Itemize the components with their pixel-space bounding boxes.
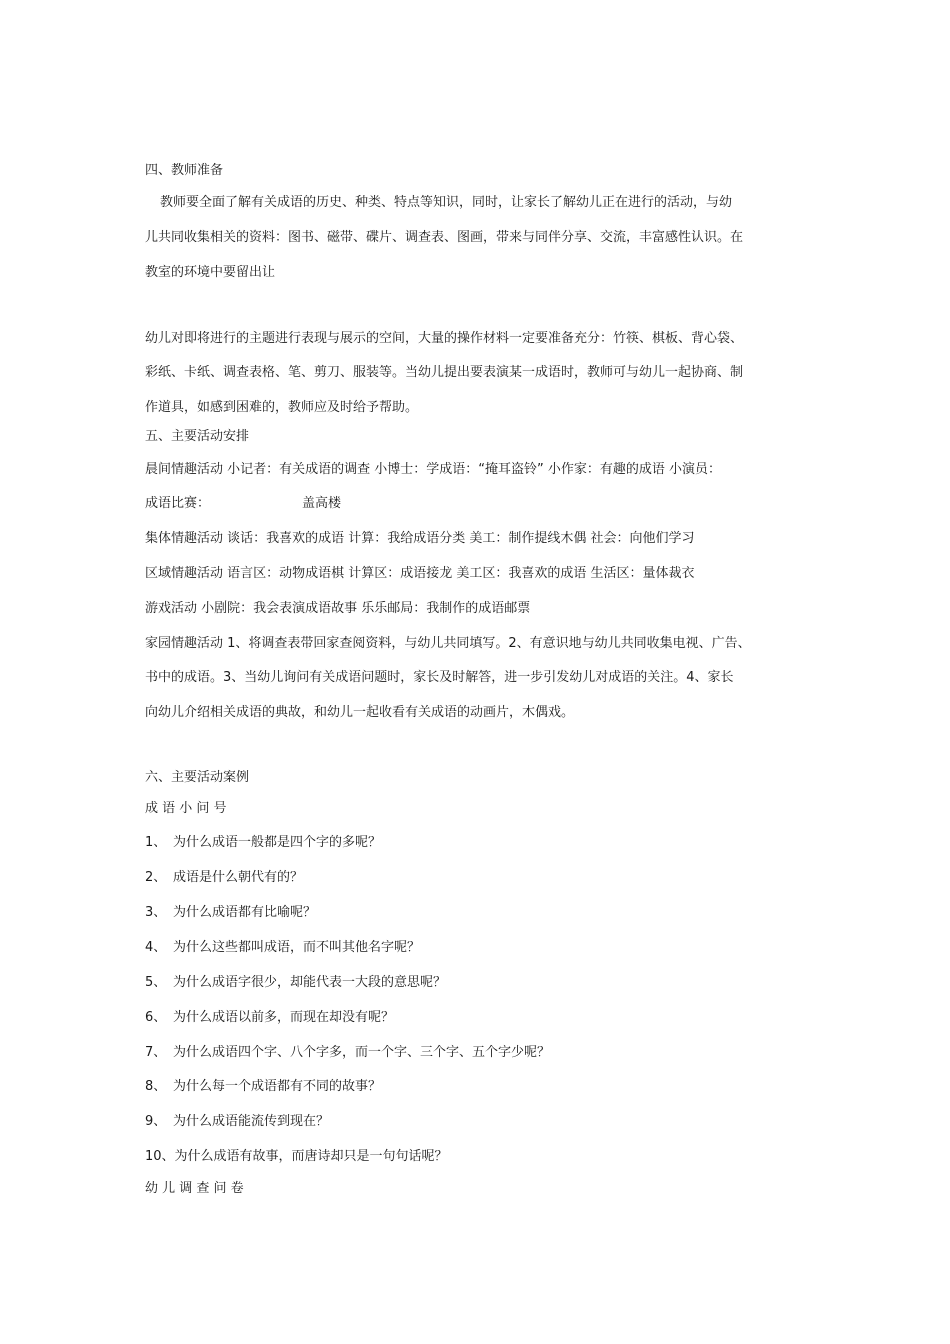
morning-activity-line1: 晨间情趣活动 小记者：有关成语的调查 小博士：学成语：“掩耳盗铃” 小作家：有趣的成语 小演员：: [145, 462, 721, 477]
question-item: [145, 939, 420, 957]
section4-p2-line2: 彩纸、卡纸、调查表格、笔、剪刀、服装等。当幼儿提出要表演某一成语时，教师可与幼儿一起协商、制: [145, 365, 744, 380]
question-item: [145, 904, 316, 922]
question-item: [145, 1009, 394, 1027]
question-text: 为什么这些都叫成语，而不叫其他名字呢？: [173, 940, 421, 955]
section4-p2-line1: 幼儿对即将进行的主题进行表现与展示的空间，大量的操作材料一定要准备充分：竹筷、棋板、背心袋、: [145, 331, 744, 346]
area-activity: 区域情趣活动 语言区：动物成语棋 计算区：成语接龙 美工区：我喜欢的成语 生活区：量体裁衣: [145, 566, 695, 581]
section4-heading: 四、教师准备: [145, 163, 224, 178]
home-activity-line1: 家园情趣活动 1、将调查表带回家查阅资料，与幼儿共同填写。2、有意识地与幼儿共同收集电视、广告、: [145, 636, 751, 651]
question-number: 6、: [145, 1010, 167, 1025]
question-text: 成语是什么朝代有的？: [173, 870, 304, 885]
question-item: [145, 834, 381, 852]
section4-p1-line2: 儿共同收集相关的资料：图书、磁带、碟片、调查表、图画，带来与同伴分享、交流，丰富感性认识。在: [145, 230, 744, 245]
game-activity: 游戏活动 小剧院：我会表演成语故事 乐乐邮局：我制作的成语邮票: [145, 601, 531, 616]
question-number: 9、: [145, 1114, 167, 1129]
question-number: 7、: [145, 1045, 167, 1060]
question-number: 5、: [145, 975, 167, 990]
question-text: 为什么每一个成语都有不同的故事？: [173, 1079, 382, 1094]
section4-p1-line3: 教室的环境中要留出让: [145, 265, 276, 280]
section5-heading: 五、主要活动安排: [145, 429, 250, 444]
morning-activity-tower: 盖高楼: [302, 496, 342, 511]
group-activity: 集体情趣活动 谈话：我喜欢的成语 计算：我给成语分类 美工：制作提线木偶 社会：向他们学习: [145, 531, 695, 546]
section4-p1-line1: 教师要全面了解有关成语的历史、种类、特点等知识，同时，让家长了解幼儿正在进行的活动，与幼: [160, 195, 733, 210]
home-activity-line3: 向幼儿介绍相关成语的典故，和幼儿一起收看有关成语的动画片，木偶戏。: [145, 705, 575, 720]
section6-heading: 六、主要活动案例: [145, 770, 250, 785]
question-item: [145, 1078, 381, 1096]
question-item: [145, 1044, 550, 1062]
question-text: 为什么成语字很少，却能代表一大段的意思呢？: [173, 975, 447, 990]
survey-title: 幼 儿 调 查 问 卷: [145, 1181, 244, 1196]
question-number: 2、: [145, 870, 167, 885]
questions-subtitle: 成 语 小 问 号: [145, 801, 227, 816]
question-text: 为什么成语能流传到现在？: [173, 1114, 330, 1129]
question-number: 8、: [145, 1079, 167, 1094]
morning-activity-line2: [145, 495, 341, 513]
question-text: 为什么成语都有比喻呢？: [173, 905, 317, 920]
question-item: [145, 869, 303, 887]
question-number: 4、: [145, 940, 167, 955]
question-item: [145, 974, 446, 992]
question-text: 为什么成语四个字、八个字多，而一个字、三个字、五个字少呢？: [173, 1045, 551, 1060]
question-number: 3、: [145, 905, 167, 920]
question-number: 1、: [145, 835, 167, 850]
question-item-10: 10、为什么成语有故事，而唐诗却只是一句句话呢？: [145, 1149, 448, 1164]
home-activity-line2: 书中的成语。3、当幼儿询问有关成语问题时，家长及时解答，进一步引发幼儿对成语的关注。4、家长: [145, 670, 734, 685]
morning-activity-competition: 成语比赛：: [145, 496, 211, 511]
question-text: 为什么成语一般都是四个字的多呢？: [173, 835, 382, 850]
section4-p2-line3: 作道具，如感到困难的，教师应及时给予帮助。: [145, 400, 419, 415]
question-text: 为什么成语以前多，而现在却没有呢？: [173, 1010, 395, 1025]
question-item: [145, 1113, 329, 1131]
